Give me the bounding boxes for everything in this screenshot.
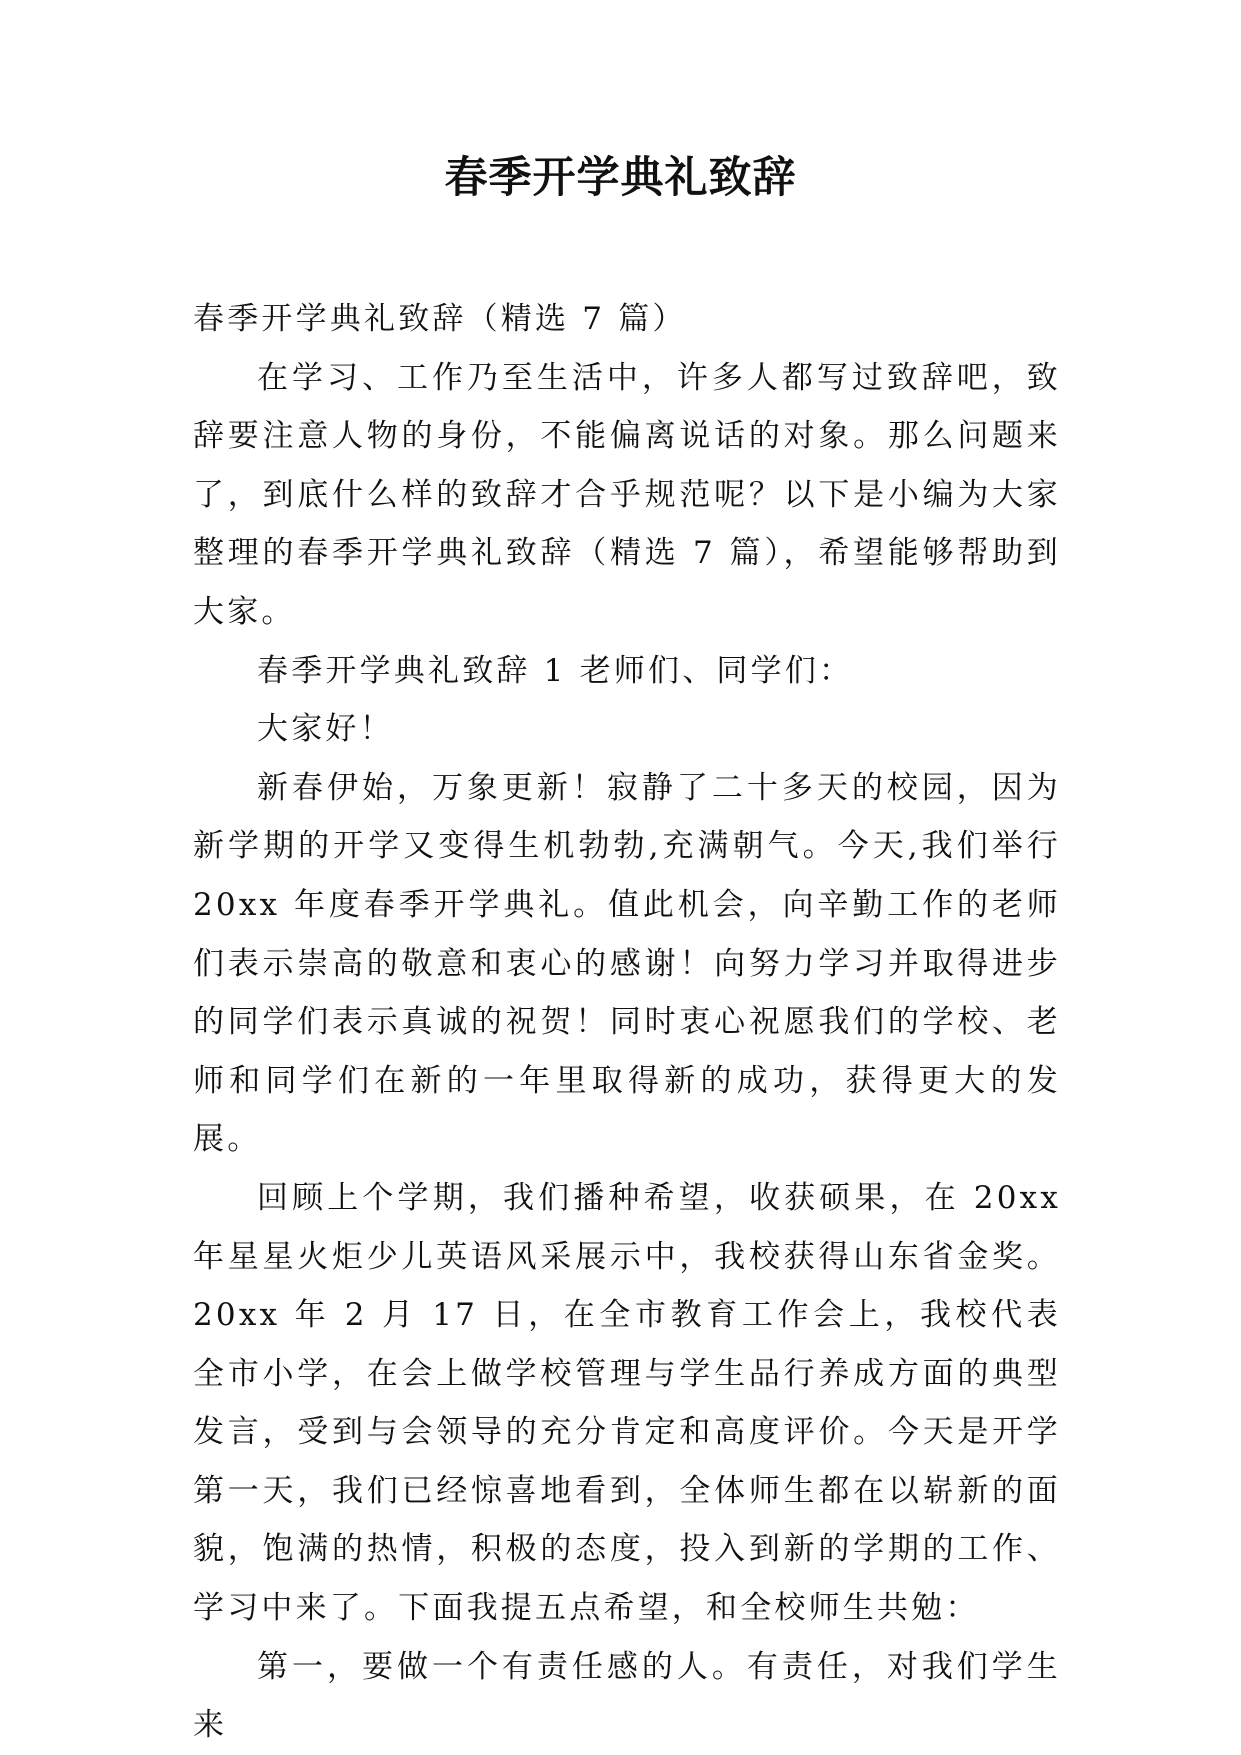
paragraph-intro: 在学习、工作乃至生活中，许多人都写过致辞吧，致辞要注意人物的身份，不能偏离说话的对象。那么问题来了，到底什么样的致辞才合乎规范呢？以下是小编为大家整理的春季开学典礼致辞（精选 7 篇），希望能够帮助到大家。: [193, 359, 1061, 630]
document-title: 春季开学典礼致辞: [444, 153, 797, 203]
paragraph-greeting: 大家好！: [257, 711, 394, 748]
paragraph-first-point: 第一，要做一个有责任感的人。有责任，对我们学生来: [193, 1648, 1061, 1744]
paragraph-subtitle: 春季开学典礼致辞（精选 7 篇）: [193, 301, 687, 337]
paragraph-review: 回顾上个学期，我们播种希望，收获硕果，在 20xx 年星星火炬少儿英语风采展示中，我校获得山东省金奖。20xx 年 2 月 17 日，在全市教育工作会上，我校代表全市小学，在会上做学校管理与学生品行养成方面的典型发言，受到与会领导的充分肯定和高度评价。今天是开学第一天，我们已经惊喜地看到，全体师生都在以崭新的面貌，饱满的热情，积极的态度，投入到新的学期的工作、学习中来了。下面我提五点希望，和全校师生共勉：: [193, 1179, 1061, 1627]
paragraph-opening: 新春伊始，万象更新！寂静了二十多天的校园，因为新学期的开学又变得生机勃勃,充满朝气。今天,我们举行 20xx 年度春季开学典礼。值此机会，向辛勤工作的老师们表示崇高的敬意和衷心的感谢！向努力学习并取得进步的同学们表示真诚的祝贺！同时衷心祝愿我们的学校、老师和同学们在新的一年里取得新的成功，获得更大的发展。: [193, 769, 1061, 1158]
document-body: [193, 290, 1061, 1755]
paragraph-speech-heading: 春季开学典礼致辞 1 老师们、同学们：: [257, 652, 854, 689]
